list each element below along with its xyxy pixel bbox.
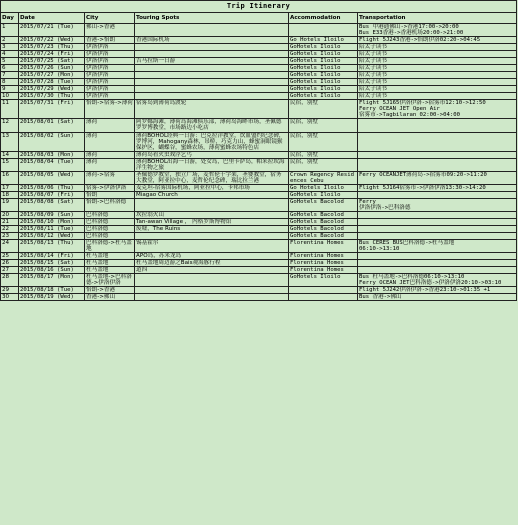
accommodation-cell: 民宿，别墅 [289, 119, 358, 132]
transportation-cell: Bus CERES BUS巴科洛德->杜马盖地 06:10->13:10 [358, 240, 517, 253]
table-row [1, 184, 517, 191]
day-cell: 26 [1, 260, 19, 267]
transportation-cell: 陪太子读书 [358, 65, 517, 72]
spots-cell: Tan-awan Village ， 内格罗斯博物馆 [135, 218, 289, 225]
city-cell: 伊洛伊洛 [85, 65, 135, 72]
city-cell: 伊洛伊洛 [85, 72, 135, 79]
spots-cell [135, 65, 289, 72]
spots-cell [135, 274, 289, 287]
table-row [1, 93, 517, 100]
transportation-cell: Ferry OCEANJET薄荷岛->宿雾市09:20->11:20 [358, 171, 517, 184]
transportation-cell: Flight 5J243香港->怡朗伊洛02:20->04:45 [358, 37, 517, 44]
spots-cell [135, 86, 289, 93]
date-cell: 2015/08/05 (Wed) [19, 171, 85, 184]
spots-cell [135, 51, 289, 58]
transportation-cell: Flight 5J242伊洛伊洛->香港23:10->01:35 +1 [358, 287, 517, 294]
table-body [1, 24, 517, 301]
day-cell: 6 [1, 65, 19, 72]
header-row [1, 13, 517, 24]
date-cell: 2015/08/14 (Fri) [19, 253, 85, 260]
city-cell: 佛山->香港 [85, 24, 135, 37]
accommodation-cell: Florentina Homes [289, 253, 358, 260]
table-row [1, 260, 517, 267]
day-cell: 18 [1, 191, 19, 198]
spots-cell: APO岛，苏米龙岛 [135, 253, 289, 260]
table-row [1, 151, 517, 158]
date-cell: 2015/07/26 (Sun) [19, 65, 85, 72]
date-cell: 2015/08/09 (Sun) [19, 211, 85, 218]
day-cell: 29 [1, 287, 19, 294]
table-row [1, 119, 517, 132]
day-cell: 24 [1, 240, 19, 253]
spots-cell [135, 79, 289, 86]
table-row [1, 65, 517, 72]
day-cell: 1 [1, 24, 19, 37]
spots-cell [135, 294, 289, 301]
transportation-cell: Flight 5J165伊洛伊洛->宿雾市12:10->12:50 Ferry OCEAN JET Open Air 宿雾市->Tagbilaran 02:00->04:00 [358, 100, 517, 119]
day-cell: 25 [1, 253, 19, 260]
day-cell: 27 [1, 267, 19, 274]
accommodation-cell: GoHotels Iloilo [289, 58, 358, 65]
accommodation-cell: GoHotels Iloilo [289, 51, 358, 58]
day-cell: 17 [1, 184, 19, 191]
transportation-cell [358, 191, 517, 198]
table-row [1, 79, 517, 86]
day-cell: 15 [1, 158, 19, 171]
day-cell: 5 [1, 58, 19, 65]
day-cell: 20 [1, 211, 19, 218]
transportation-cell [358, 218, 517, 225]
table-row [1, 72, 517, 79]
table-row [1, 211, 517, 218]
table-row [1, 253, 517, 260]
date-cell: 2015/08/01 (Sat) [19, 119, 85, 132]
accommodation-cell [289, 287, 358, 294]
col-header-spots: Touring Spots [135, 13, 289, 24]
table-row [1, 240, 517, 253]
table-row [1, 158, 517, 171]
day-cell: 19 [1, 198, 19, 211]
table-row [1, 274, 517, 287]
day-cell: 2 [1, 37, 19, 44]
accommodation-cell: Florentina Homes [289, 260, 358, 267]
city-cell: 怡朗->巴科洛德 [85, 198, 135, 211]
accommodation-cell: GoHotels Iloilo [289, 44, 358, 51]
spots-cell: 锡基霍尔 [135, 240, 289, 253]
date-cell: 2015/07/21 (Tue) [19, 24, 85, 37]
table-row [1, 58, 517, 65]
accommodation-cell: GoHotels Iloilo [289, 79, 358, 86]
transportation-cell [358, 253, 517, 260]
day-cell: 23 [1, 232, 19, 239]
city-cell: 杜马盖地 [85, 260, 135, 267]
date-cell: 2015/08/07 (Fri) [19, 191, 85, 198]
transportation-cell [358, 267, 517, 274]
table-row [1, 218, 517, 225]
city-cell: 香港->怡朗 [85, 37, 135, 44]
spots-cell: 麦克坦-宿雾国际机场，阿亚拉中心，卡邦市场 [135, 184, 289, 191]
date-cell: 2015/08/12 (Wed) [19, 232, 85, 239]
transportation-cell [358, 260, 517, 267]
accommodation-cell: GoHotels Iloilo [289, 86, 358, 93]
date-cell: 2015/08/06 (Thu) [19, 184, 85, 191]
city-cell: 薄荷 [85, 119, 135, 132]
spots-cell: 阿罗娜海滩，薄荷岛海滩俱乐部，薄荷岛海畔市场，圣佩德罗罗博教堂，市场路边小吃店 [135, 119, 289, 132]
date-cell: 2015/08/10 (Mon) [19, 218, 85, 225]
city-cell: 香港->佛山 [85, 294, 135, 301]
accommodation-cell: GoHotels Bacolod [289, 218, 358, 225]
city-cell: 杜马盖地 [85, 253, 135, 260]
transportation-cell: 陪太子读书 [358, 44, 517, 51]
transportation-cell: 陪太子读书 [358, 93, 517, 100]
day-cell: 12 [1, 119, 19, 132]
city-cell: 怡朗->宿雾->薄荷 [85, 100, 135, 119]
accommodation-cell: Go Hotels Iloilo [289, 37, 358, 44]
spots-cell: 杜马盖地周边游之Bais观海豚行程 [135, 260, 289, 267]
city-cell: 巴科洛德 [85, 225, 135, 232]
table-row [1, 44, 517, 51]
date-cell: 2015/08/03 (Mon) [19, 151, 85, 158]
date-cell: 2015/07/30 (Thu) [19, 93, 85, 100]
date-cell: 2015/08/04 (Tue) [19, 158, 85, 171]
table-row [1, 100, 517, 119]
col-header-day: Day [1, 13, 19, 24]
date-cell: 2015/07/29 (Wed) [19, 86, 85, 93]
spots-cell [135, 287, 289, 294]
table-row [1, 24, 517, 37]
accommodation-cell: 民宿，别墅 [289, 132, 358, 151]
spots-cell [135, 24, 289, 37]
day-cell: 28 [1, 274, 19, 287]
city-cell: 伊洛伊洛 [85, 93, 135, 100]
day-cell: 11 [1, 100, 19, 119]
spots-cell: 吉马拉斯一日游 [135, 58, 289, 65]
accommodation-cell: 民宿，别墅 [289, 151, 358, 158]
day-cell: 4 [1, 51, 19, 58]
table-row [1, 171, 517, 184]
accommodation-cell: Go Hotels Iloilo [289, 184, 358, 191]
accommodation-cell: GoHotels Iloilo [289, 65, 358, 72]
city-cell: 薄荷 [85, 132, 135, 151]
day-cell: 16 [1, 171, 19, 184]
spots-cell: 废墟，The Ruins [135, 225, 289, 232]
day-cell: 21 [1, 218, 19, 225]
spots-cell: 圣佩德罗教堂，独立广场，麦哲伦十字架，圣婴教堂，宿务大教堂，阿亚拉中心，麦哲伦纪念碑，瑞比拉兰港 [135, 171, 289, 184]
city-cell: 伊洛伊洛 [85, 44, 135, 51]
city-cell: 宿雾->伊洛伊洛 [85, 184, 135, 191]
date-cell: 2015/07/28 (Tue) [19, 79, 85, 86]
day-cell: 13 [1, 132, 19, 151]
date-cell: 2015/08/16 (Sun) [19, 267, 85, 274]
city-cell: 伊洛伊洛 [85, 51, 135, 58]
table-row [1, 294, 517, 301]
transportation-cell [358, 132, 517, 151]
accommodation-cell: GoHotels Iloilo [289, 274, 358, 287]
city-cell: 伊洛伊洛 [85, 58, 135, 65]
date-cell: 2015/08/13 (Thu) [19, 240, 85, 253]
spots-cell [135, 72, 289, 79]
transportation-cell: 陪太子读书 [358, 86, 517, 93]
city-cell: 伊洛伊洛 [85, 79, 135, 86]
transportation-cell: 陪太子读书 [358, 58, 517, 65]
spots-cell: 薄荷BOHOL出海一日游，处女岛，巴里卡萨岛，帕米拉坎海洋生物之旅 [135, 158, 289, 171]
city-cell: 巴科洛德->杜马盖地 [85, 240, 135, 253]
col-header-transportation: Transportation [358, 13, 517, 24]
transportation-cell: Ferry 伊洛伊洛->巴科洛德 [358, 198, 517, 211]
spots-cell [135, 198, 289, 211]
table-row [1, 232, 517, 239]
day-cell: 3 [1, 44, 19, 51]
spots-cell: 宿雾岛到薄荷岛渡轮 [135, 100, 289, 119]
city-cell: 怡朗 [85, 191, 135, 198]
table-row [1, 287, 517, 294]
accommodation-cell: 民宿，别墅 [289, 100, 358, 119]
spots-cell [135, 44, 289, 51]
spots-cell: 薄荷岛看火虫戏浮乞丐 [135, 151, 289, 158]
col-header-city: City [85, 13, 135, 24]
table-row [1, 191, 517, 198]
accommodation-cell: GoHotels Bacolod [289, 211, 358, 218]
date-cell: 2015/08/08 (Sat) [19, 198, 85, 211]
transportation-cell: Bus 杜马盖地->巴科洛德06:10->13:10 Ferry OCEAN JET巴科洛德->伊洛伊洛20:10->03:10 [358, 274, 517, 287]
spots-cell: 香港国际机场 [135, 37, 289, 44]
day-cell: 7 [1, 72, 19, 79]
accommodation-cell: GoHotels Bacolod [289, 225, 358, 232]
city-cell: 巴科洛德 [85, 211, 135, 218]
transportation-cell: Bus 香港->佛山 [358, 294, 517, 301]
date-cell: 2015/08/15 (Sat) [19, 260, 85, 267]
date-cell: 2015/07/24 (Fri) [19, 51, 85, 58]
table-title: Trip Itinerary [1, 1, 517, 13]
transportation-cell [358, 211, 517, 218]
spots-cell: 坎拉翁火山 [135, 211, 289, 218]
date-cell: 2015/08/11 (Tue) [19, 225, 85, 232]
table-row [1, 225, 517, 232]
col-header-date: Date [19, 13, 85, 24]
spots-cell: 薄荷BOHOL经典一日游：巴克拉洋教堂，饮血盟约纪念碑，罗博河，Mahogany森林，吊桥，巧克力山，蜂蜜洞眼镜猴保护区，蝴蝶谷，蜜蜂农场，薄荷蜜蜂农场特色店 [135, 132, 289, 151]
city-cell: 薄荷 [85, 158, 135, 171]
accommodation-cell: GoHotels Bacolod [289, 198, 358, 211]
transportation-cell: Bus 中港通佛山->香港17:00->20:00 Bus E33香港->香港机场20:00->21:00 [358, 24, 517, 37]
date-cell: 2015/07/31 (Fri) [19, 100, 85, 119]
accommodation-cell: GoHotels Iloilo [289, 191, 358, 198]
transportation-cell: Flight 5J164宿雾市->伊洛伊洛13:30->14:20 [358, 184, 517, 191]
day-cell: 9 [1, 86, 19, 93]
city-cell: 杜马盖地 [85, 267, 135, 274]
date-cell: 2015/07/23 (Thu) [19, 44, 85, 51]
table-row [1, 37, 517, 44]
day-cell: 30 [1, 294, 19, 301]
transportation-cell: 陪太子读书 [358, 79, 517, 86]
table-row [1, 267, 517, 274]
transportation-cell [358, 151, 517, 158]
spots-cell: 道四 [135, 267, 289, 274]
spots-cell [135, 232, 289, 239]
city-cell: 伊洛伊洛 [85, 86, 135, 93]
accommodation-cell: 民宿，别墅 [289, 158, 358, 171]
transportation-cell [358, 232, 517, 239]
transportation-cell: 陪太子读书 [358, 51, 517, 58]
day-cell: 8 [1, 79, 19, 86]
accommodation-cell [289, 294, 358, 301]
date-cell: 2015/08/19 (Wed) [19, 294, 85, 301]
table-row [1, 198, 517, 211]
accommodation-cell [289, 24, 358, 37]
accommodation-cell: GoHotels Iloilo [289, 72, 358, 79]
day-cell: 22 [1, 225, 19, 232]
col-header-accommodation: Accommodation [289, 13, 358, 24]
accommodation-cell: Florentina Homes [289, 267, 358, 274]
day-cell: 10 [1, 93, 19, 100]
city-cell: 巴科洛德 [85, 218, 135, 225]
accommodation-cell: GoHotels Iloilo [289, 93, 358, 100]
spots-cell [135, 93, 289, 100]
date-cell: 2015/07/25 (Sat) [19, 58, 85, 65]
spots-cell: Miagao Church [135, 191, 289, 198]
city-cell: 杜马盖地->巴科洛德->伊洛伊洛 [85, 274, 135, 287]
transportation-cell [358, 225, 517, 232]
table-row [1, 132, 517, 151]
date-cell: 2015/07/27 (Mon) [19, 72, 85, 79]
table-row [1, 51, 517, 58]
accommodation-cell: Florentina Homes [289, 240, 358, 253]
date-cell: 2015/08/02 (Sun) [19, 132, 85, 151]
city-cell: 巴科洛德 [85, 232, 135, 239]
date-cell: 2015/08/18 (Tue) [19, 287, 85, 294]
city-cell: 怡朗->香港 [85, 287, 135, 294]
transportation-cell [358, 119, 517, 132]
transportation-cell: 陪太子读书 [358, 72, 517, 79]
accommodation-cell: Crown Regency Residences Cebu [289, 171, 358, 184]
city-cell: 薄荷->宿雾 [85, 171, 135, 184]
accommodation-cell: GoHotels Bacolod [289, 232, 358, 239]
table-row [1, 86, 517, 93]
city-cell: 薄荷 [85, 151, 135, 158]
day-cell: 14 [1, 151, 19, 158]
date-cell: 2015/07/22 (Wed) [19, 37, 85, 44]
transportation-cell [358, 158, 517, 171]
date-cell: 2015/08/17 (Mon) [19, 274, 85, 287]
